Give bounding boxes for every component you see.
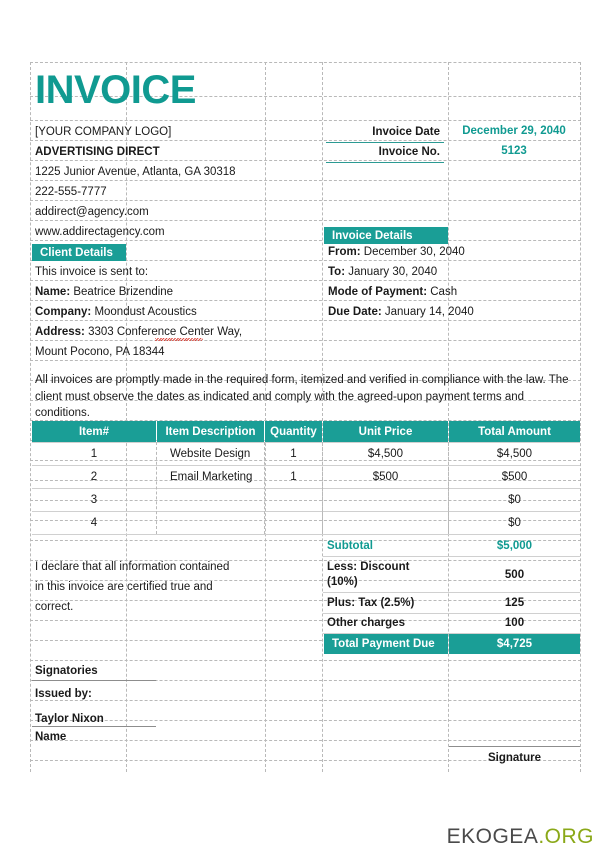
- sender-website[interactable]: www.addirectagency.com: [35, 226, 165, 238]
- table-separator: [32, 488, 580, 489]
- invoice-details-due-date-value: January 14, 2040: [384, 306, 474, 318]
- signature-label: Signature: [487, 752, 542, 764]
- table-separator: [32, 511, 580, 512]
- footer-watermark: [447, 825, 594, 849]
- footer-tld-text: .ORG: [538, 825, 594, 848]
- table-row: 1: [290, 471, 297, 483]
- invoice-wordmark: INVOICE: [35, 68, 196, 112]
- invoice-number-value: 5123: [501, 145, 527, 157]
- other-charges-label: Other charges: [327, 617, 405, 629]
- subtotal-label: Subtotal: [327, 540, 373, 552]
- table-row: $500: [501, 471, 528, 483]
- declaration-line1: I declare that all information contained: [35, 561, 230, 573]
- client-name-label: Name:: [35, 286, 71, 298]
- totals-separator: [323, 556, 580, 557]
- signatories-label: Signatories: [35, 665, 98, 677]
- invoice-date-label: Invoice Date: [372, 126, 440, 138]
- signer-name-rule: [32, 726, 156, 727]
- table-header-description: [157, 421, 264, 442]
- client-name-value: Beatrice Brizendine: [73, 286, 174, 298]
- client-company-row: [35, 305, 197, 319]
- table-row: Email Marketing: [170, 471, 253, 483]
- client-address-label: Address:: [35, 326, 85, 338]
- sender-phone: 222-555-7777: [35, 186, 107, 198]
- table-row: $0: [508, 517, 521, 529]
- table-header-label: Quantity: [270, 425, 317, 438]
- invoice-details-to-value: January 30, 2040: [348, 266, 438, 278]
- signer-name[interactable]: Taylor Nixon: [35, 713, 104, 725]
- discount-label-line1: Less: Discount: [327, 561, 410, 573]
- table-header-label: Total Amount: [478, 425, 551, 438]
- sender-address: 1225 Junior Avenue, Atlanta, GA 30318: [35, 166, 236, 178]
- subtotal-value: $5,000: [496, 540, 533, 552]
- other-charges-value: 100: [504, 617, 525, 629]
- discount-value: 500: [504, 569, 525, 581]
- total-payment-due-value-cell: [449, 634, 580, 654]
- discount-label-line2: (10%): [327, 576, 358, 588]
- total-payment-due-label: Total Payment Due: [332, 638, 435, 650]
- issued-by-rule: [32, 680, 156, 681]
- terms-paragraph: All invoices are promptly made in the required form, itemized and verified in compliance with the law. The client must observe the dates as indicated and comply with the agreed-upon payment terms and conditions.: [35, 374, 569, 420]
- client-sent-to-label: This invoice is sent to:: [35, 266, 149, 278]
- table-header-label: Item Description: [165, 425, 256, 438]
- client-details-heading: [32, 244, 126, 261]
- table-row: $4,500: [496, 448, 533, 460]
- sender-email[interactable]: addirect@agency.com: [35, 206, 149, 218]
- footer-brand-text: EKOGEA: [446, 825, 539, 848]
- table-header-label: Item#: [78, 425, 110, 438]
- client-address-value: 3303 Conference Center Way,: [88, 326, 243, 338]
- table-row: 1: [290, 448, 297, 460]
- invoice-details-row: [328, 265, 437, 279]
- table-column-divider: [264, 442, 265, 534]
- invoice-details-heading-label: Invoice Details: [332, 229, 413, 242]
- table-header-label: Unit Price: [358, 425, 413, 438]
- tax-value: 125: [504, 597, 525, 609]
- invoice-details-payment-mode-label: Mode of Payment:: [328, 286, 428, 298]
- table-header-unit-price: [323, 421, 448, 442]
- totals-separator: [323, 592, 580, 593]
- totals-separator: [323, 613, 580, 614]
- invoice-details-due-date-label: Due Date:: [328, 306, 382, 318]
- table-column-divider: [448, 442, 449, 534]
- sender-company-name: ADVERTISING DIRECT: [35, 146, 160, 158]
- company-logo-placeholder[interactable]: [YOUR COMPANY LOGO]: [35, 126, 172, 138]
- table-separator: [32, 465, 580, 466]
- table-row: $500: [372, 471, 399, 483]
- spellcheck-squiggle-icon: [155, 338, 203, 341]
- table-row: 1: [90, 448, 98, 460]
- invoice-details-to-label: To:: [328, 266, 346, 278]
- invoice-details-row: [328, 245, 465, 259]
- invoice-date-value: December 29, 2040: [462, 125, 566, 137]
- invoice-details-from-value: December 30, 2040: [363, 246, 465, 258]
- table-separator: [32, 534, 580, 535]
- client-company-label: Company:: [35, 306, 92, 318]
- invoice-number-label-rule: [326, 162, 444, 163]
- invoice-details-row: [328, 285, 457, 299]
- client-name-row: [35, 285, 173, 299]
- declaration-line3: correct.: [35, 601, 74, 613]
- table-column-divider: [156, 442, 157, 534]
- invoice-number-label: Invoice No.: [378, 146, 440, 158]
- total-payment-due-value: $4,725: [496, 638, 533, 650]
- table-separator: [32, 442, 580, 443]
- table-column-divider: [322, 442, 323, 534]
- invoice-details-payment-mode-value: Cash: [430, 286, 458, 298]
- invoice-sheet: [30, 62, 581, 772]
- table-header-total-amount: [449, 421, 580, 442]
- table-row: 3: [90, 494, 98, 506]
- table-row: Website Design: [170, 448, 251, 460]
- invoice-details-heading: [324, 227, 448, 244]
- declaration-line2: in this invoice are certified true and: [35, 581, 213, 593]
- client-address-line2: Mount Pocono, PA 18344: [35, 346, 165, 358]
- table-header-quantity: [265, 421, 322, 442]
- invoice-details-from-label: From:: [328, 246, 361, 258]
- signature-rule: [449, 746, 580, 747]
- table-row: $0: [508, 494, 521, 506]
- invoice-date-label-rule: [326, 142, 444, 143]
- client-details-heading-label: Client Details: [40, 246, 113, 259]
- tax-label: Plus: Tax (2.5%): [327, 597, 415, 609]
- table-row: 4: [90, 517, 98, 529]
- total-payment-due-label-cell: [324, 634, 448, 654]
- table-row: $4,500: [367, 448, 404, 460]
- issued-by-label: Issued by:: [35, 688, 92, 700]
- table-header-item-number: [32, 421, 156, 442]
- invoice-details-row: [328, 305, 474, 319]
- client-company-value: Moondust Acoustics: [94, 306, 197, 318]
- client-address-row: [35, 325, 242, 339]
- table-row: 2: [90, 471, 98, 483]
- name-label: Name: [35, 731, 67, 743]
